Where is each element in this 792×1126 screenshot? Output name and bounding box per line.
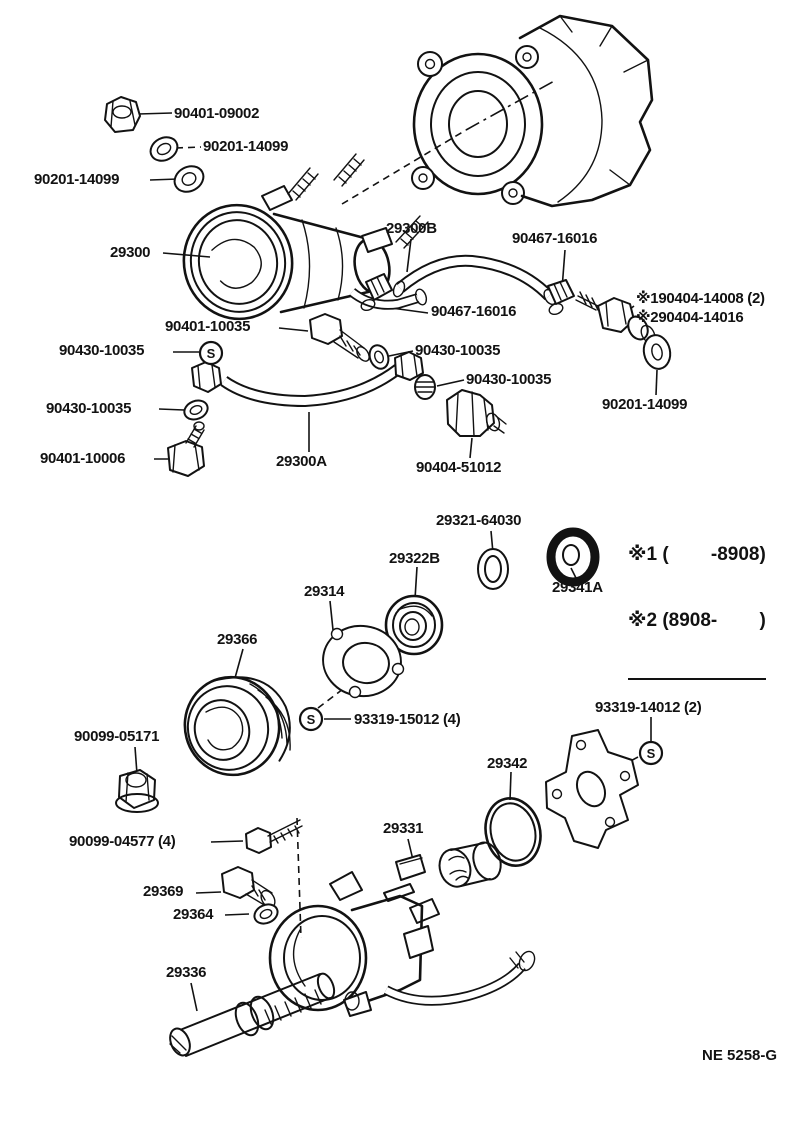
part-label-90404-51012: 90404-51012 (416, 459, 502, 476)
part-label-90099-04577: 90099-04577 (4) (69, 833, 176, 850)
pulley-29366-drawing (174, 667, 291, 786)
part-label-190404-14008: ※190404-14008 (2) (636, 290, 765, 307)
screw-90099-04577-drawing (246, 820, 302, 853)
part-label-90201-14099-a: 90201-14099 (203, 138, 289, 155)
spacer-90404-51012-drawing (447, 390, 506, 436)
flange-nut-90099-05171-drawing (116, 770, 158, 812)
part-label-29364: 29364 (173, 906, 214, 923)
vanes-29331-drawing (384, 855, 439, 923)
oring-29321-64030-drawing (478, 549, 508, 589)
s-symbol-90430 (200, 342, 222, 364)
part-label-90201-14099-b: 90201-14099 (34, 171, 120, 188)
washer-90201-14099-b-drawing (170, 161, 208, 196)
production-period-legend (628, 500, 766, 680)
clamp-90467-16016-a-drawing (548, 280, 574, 316)
part-label-29341A: 29341A (552, 579, 603, 596)
s-symbol-93319-14012 (640, 742, 662, 764)
part-label-29300B: 29300B (386, 220, 437, 237)
part-label-93319-15012: 93319-15012 (4) (354, 711, 461, 728)
seal-29341A-drawing (551, 532, 595, 582)
part-label-90430-10035-d: 90430-10035 (46, 400, 132, 417)
part-label-290404-14016: ※290404-14016 (636, 309, 744, 326)
svg-text:S: S (646, 746, 656, 761)
part-label-29300A: 29300A (276, 453, 327, 470)
part-label-29366: 29366 (217, 631, 258, 648)
part-label-90099-05171: 90099-05171 (74, 728, 160, 745)
part-label-90467-16016-a: 90467-16016 (512, 230, 598, 247)
part-label-90401-10035: 90401-10035 (165, 318, 251, 335)
legend-line-2: ※2 (8908- ) (628, 610, 766, 631)
s-symbol-93319-15012 (300, 708, 322, 730)
gasket-90430-10035-c-drawing (415, 375, 435, 399)
part-label-90430-10035-a: 90430-10035 (59, 342, 145, 359)
part-label-29336: 29336 (166, 964, 207, 981)
union-90401-10035-drawing (310, 314, 372, 363)
air-pump-assembly-drawing (173, 154, 428, 329)
washer-90201-14099-a-drawing (146, 133, 181, 166)
washer-29364-drawing (251, 901, 280, 927)
part-label-90430-10035-c: 90430-10035 (466, 371, 552, 388)
part-label-29300: 29300 (110, 244, 151, 261)
part-label-90201-14099-c: 90201-14099 (602, 396, 688, 413)
ring-90430-10035-d-drawing (182, 397, 211, 423)
figure-code: NE 5258-G (702, 1047, 778, 1064)
fitting-29369-drawing (222, 867, 278, 910)
part-label-29342: 29342 (487, 755, 528, 772)
part-label-29314: 29314 (304, 583, 345, 600)
part-label-90401-09002: 90401-09002 (174, 105, 260, 122)
legend-line-1: ※1 ( -8908) (628, 544, 766, 565)
svg-text:S: S (206, 346, 216, 361)
washer-90201-14099-c-drawing (641, 333, 674, 372)
part-label-90430-10035-b: 90430-10035 (415, 342, 501, 359)
svg-text:S: S (306, 712, 316, 727)
pump-housing-drawing (412, 16, 652, 206)
bolt-90401-10006-drawing (168, 422, 204, 476)
ring-90430-10035-b-drawing (366, 343, 391, 372)
nut-90401-09002-drawing (105, 97, 140, 132)
part-label-29369: 29369 (143, 883, 184, 900)
part-label-29321-64030: 29321-64030 (436, 512, 522, 529)
part-label-29331: 29331 (383, 820, 424, 837)
oring-29342-drawing (479, 792, 548, 871)
mounting-plate-drawing (546, 730, 638, 848)
part-label-90467-16016-b: 90467-16016 (431, 303, 517, 320)
part-label-93319-14012: 93319-14012 (2) (595, 699, 702, 716)
part-label-90401-10006: 90401-10006 (40, 450, 126, 467)
part-label-29322B: 29322B (389, 550, 440, 567)
